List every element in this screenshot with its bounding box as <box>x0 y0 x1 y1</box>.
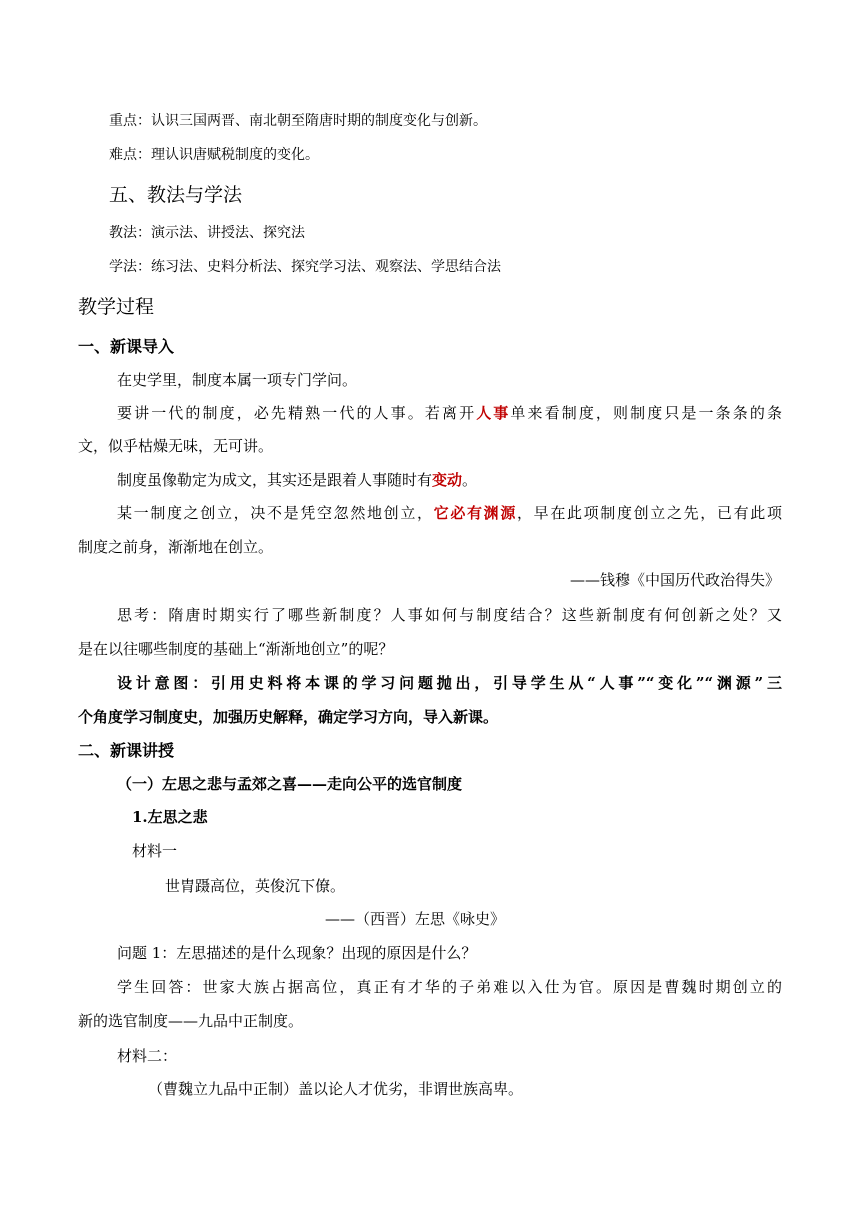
paragraph-continuation: 文，似乎枯燥无味，无可讲。 <box>78 437 274 455</box>
design-intent: 设计意图：引用史料将本课的学习问题抛出，引导学生从“人事”“变化”“渊源”三 <box>117 674 782 692</box>
material-label: 材料一 <box>132 842 178 860</box>
paragraph: 某一制度之创立，决不是凭空忽然地创立，它必有渊源，早在此项制度创立之先，已有此项 <box>117 504 782 522</box>
student-answer-continuation: 新的选官制度——九品中正制度。 <box>78 1012 304 1030</box>
highlight-text: 变动 <box>432 471 463 489</box>
part2-heading: 二、新课讲授 <box>78 741 175 760</box>
student-answer: 学生回答：世家大族占据高位，真正有才华的子弟难以入仕为官。原因是曹魏时期创立的 <box>117 978 782 996</box>
learning-method-line: 学法：练习法、史料分析法、探究学习法、观察法、学思结合法 <box>109 259 501 275</box>
material-label: 材料二： <box>117 1047 178 1065</box>
design-intent-continuation: 个角度学习制度史，加强历史解释，确定学习方向，导入新课。 <box>78 708 499 726</box>
question: 问题 1：左思描述的是什么现象？出现的原因是什么？ <box>117 944 477 962</box>
material-text: 世胄蹑高位，英俊沉下僚。 <box>165 877 346 895</box>
paragraph: 要讲一代的制度，必先精熟一代的人事。若离开人事单来看制度，则制度只是一条条的条 <box>117 404 782 422</box>
think-question: 思考：隋唐时期实行了哪些新制度？人事如何与制度结合？这些新制度有何创新之处？又 <box>117 606 782 624</box>
process-title: 教学过程 <box>78 296 155 318</box>
paragraph: 在史学里，制度本属一项专门学问。 <box>117 371 358 389</box>
key-point-line: 重点：认识三国两晋、南北朝至隋唐时期的制度变化与创新。 <box>109 113 487 129</box>
section-heading: 五、教法与学法 <box>109 184 243 206</box>
item-heading: 1.左思之悲 <box>132 808 208 826</box>
think-question-continuation: 是在以往哪些制度的基础上“渐渐地创立”的呢？ <box>78 640 394 658</box>
quote-source: ——钱穆《中国历代政治得失》 <box>569 571 780 589</box>
subsection-heading: （一）左思之悲与孟郊之喜——走向公平的选官制度 <box>117 775 463 793</box>
teaching-method-line: 教法：演示法、讲授法、探究法 <box>109 225 305 241</box>
paragraph: 制度虽像勒定为成文，其实还是跟着人事随时有变动。 <box>117 471 478 489</box>
highlight-text: 人事 <box>476 404 511 422</box>
paragraph-continuation: 制度之前身，渐渐地在创立。 <box>78 538 274 556</box>
difficult-point-line: 难点：理认识唐赋税制度的变化。 <box>109 147 319 163</box>
part1-heading: 一、新课导入 <box>78 337 175 356</box>
material-source: ——（西晋）左思《咏史》 <box>325 910 506 928</box>
highlight-text: 它必有渊源 <box>433 504 517 522</box>
material-text: （曹魏立九品中正制）盖以论人才优劣，非谓世族高卑。 <box>148 1080 524 1098</box>
